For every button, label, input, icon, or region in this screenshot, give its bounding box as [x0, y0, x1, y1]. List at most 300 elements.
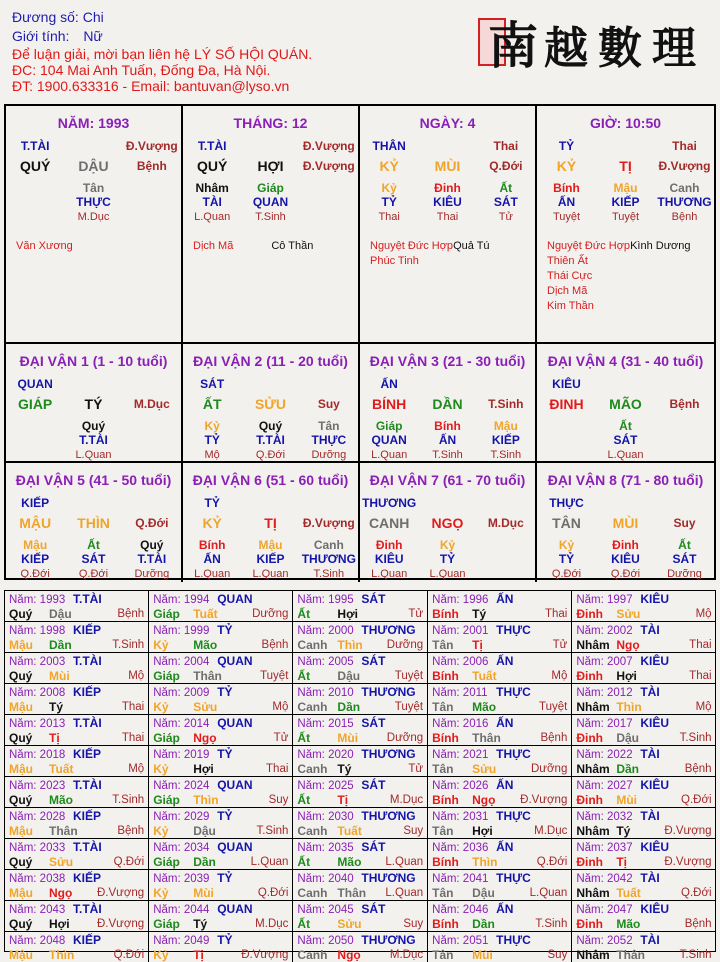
- path-line: [12, 8, 312, 27]
- year-cell[interactable]: [293, 591, 428, 622]
- year-stage: T.Sinh: [256, 825, 289, 837]
- year-cell[interactable]: [5, 622, 149, 653]
- hidden-stem: Giáp: [375, 419, 403, 433]
- hidden-ten-god: TÀI: [202, 195, 222, 209]
- year-stem-branch: [432, 855, 567, 869]
- year-label: Năm: 2044: [153, 904, 210, 916]
- year-cell[interactable]: [293, 622, 428, 653]
- ten-god-row: [183, 375, 358, 393]
- hidden-stage: Dưỡng: [667, 568, 702, 580]
- year-ten-god: T.TÀI: [73, 840, 102, 854]
- year-cell[interactable]: [572, 622, 715, 653]
- year-stage: Q.Đới: [536, 856, 568, 868]
- year-label: Năm: 1998: [9, 625, 66, 637]
- year-header: [432, 592, 567, 607]
- star-line: [547, 239, 714, 254]
- hidden-stage: L.Quan: [429, 568, 466, 580]
- year-cell[interactable]: [428, 653, 572, 684]
- year-header: [432, 840, 567, 855]
- hidden-stem: Mậu: [493, 419, 518, 433]
- year-label: Năm: 2017: [576, 718, 633, 730]
- year-stem-branch: [576, 762, 711, 776]
- year-cell[interactable]: [5, 932, 149, 962]
- year-stem: Kỷ: [153, 638, 169, 652]
- year-cell[interactable]: [149, 839, 293, 870]
- year-stem-branch: [432, 824, 567, 838]
- year-cell[interactable]: [5, 870, 149, 901]
- hidden-stage-row: [183, 209, 358, 225]
- year-stem: Canh: [297, 700, 328, 714]
- year-cell[interactable]: [572, 839, 715, 870]
- year-label: Năm: 2048: [9, 935, 66, 947]
- year-stem: Kỷ: [153, 762, 169, 776]
- hidden-stage: Q.Đới: [255, 449, 286, 461]
- ten-god: THƯƠNG: [362, 496, 417, 510]
- hidden-stem: Kỷ: [204, 419, 220, 433]
- year-stem-branch: [432, 638, 567, 652]
- year-stem: Canh: [297, 638, 328, 652]
- ten-god-state: [123, 375, 181, 393]
- year-stage: Bệnh: [261, 639, 289, 651]
- year-cell[interactable]: [572, 901, 715, 932]
- gender-value: Nữ: [83, 28, 103, 44]
- hidden-stem: Đinh: [434, 181, 461, 195]
- hidden-stage: L.Quan: [371, 449, 408, 461]
- year-branch: Tuất: [337, 824, 362, 838]
- year-branch: Hợi: [193, 762, 214, 776]
- star-name: Dịch Mã: [193, 240, 234, 252]
- hidden-stage-row: [360, 447, 535, 463]
- year-stem: Đinh: [576, 669, 604, 683]
- year-cell[interactable]: [428, 622, 572, 653]
- year-ten-god: KIẾP: [73, 809, 102, 823]
- year-stem: Nhâm: [576, 700, 610, 714]
- hidden-stem: Ất: [87, 538, 100, 552]
- year-header: [297, 778, 423, 793]
- ten-god-state: Thai: [493, 139, 519, 153]
- year-stem-branch: [9, 607, 144, 621]
- year-label: Năm: 2020: [297, 749, 354, 761]
- star-name: Quả Tú: [453, 240, 490, 252]
- heavenly-stem: ẤT: [202, 396, 222, 412]
- year-cell[interactable]: [149, 715, 293, 746]
- year-stem: Mậu: [9, 886, 33, 900]
- year-header: [297, 685, 423, 700]
- year-label: Năm: 2030: [297, 811, 354, 823]
- year-ten-god: SÁT: [361, 840, 386, 854]
- hidden-stem: Ất: [619, 419, 632, 433]
- year-cell[interactable]: [5, 901, 149, 932]
- star-name: Nguyệt Đức Hợp: [547, 240, 631, 252]
- hidden-ten-god-row: [183, 195, 358, 209]
- hidden-stem: [300, 181, 358, 195]
- year-cell[interactable]: [428, 746, 572, 777]
- year-branch: Tị: [472, 638, 483, 652]
- ten-god-row: [360, 137, 535, 155]
- year-cell[interactable]: [149, 932, 293, 962]
- hidden-stage-row: [6, 209, 181, 225]
- year-label: Năm: 2004: [153, 656, 210, 668]
- cell-title: ĐẠI VẬN 5 (41 - 50 tuổi): [15, 472, 172, 488]
- year-stem: Kỷ: [153, 824, 169, 838]
- earthly-branch: MÙI: [612, 515, 639, 531]
- year-stem-branch: [9, 824, 144, 838]
- year-stem-branch: [432, 762, 567, 776]
- year-stem: Kỷ: [153, 886, 169, 900]
- year-header: [432, 716, 567, 731]
- hidden-stem-row: [6, 538, 181, 552]
- four-pillars-grid: [4, 104, 716, 580]
- year-header: [576, 840, 711, 855]
- hidden-ten-god: KIÊU: [611, 552, 640, 566]
- year-stem: Mậu: [9, 762, 33, 776]
- cell-title: NGÀY: 4: [419, 115, 476, 131]
- year-header: [9, 747, 144, 762]
- year-label: Năm: 2040: [297, 873, 354, 885]
- year-ten-god: TỶ: [217, 809, 233, 823]
- stem-branch-row: [183, 512, 358, 534]
- hidden-ten-god: [6, 195, 64, 209]
- year-cell[interactable]: [572, 777, 715, 808]
- year-stem-branch: [153, 700, 288, 714]
- cell-title: ĐẠI VẬN 3 (21 - 30 tuổi): [369, 353, 526, 369]
- year-ten-god: ẤN: [496, 716, 514, 730]
- year-branch: Sửu: [49, 855, 74, 869]
- hidden-stem: Kỷ: [558, 538, 575, 552]
- year-header: [297, 716, 423, 731]
- year-header: [432, 902, 567, 917]
- year-ten-god: QUAN: [217, 592, 253, 606]
- year-ten-god: THỰC: [496, 871, 531, 885]
- year-cell[interactable]: [428, 684, 572, 715]
- year-cell[interactable]: [572, 746, 715, 777]
- ten-god: KIẾP: [21, 496, 50, 510]
- year-cell[interactable]: [293, 684, 428, 715]
- year-cell[interactable]: [293, 901, 428, 932]
- hidden-stem: Ất: [678, 538, 691, 552]
- heavenly-stem: MẬU: [19, 515, 52, 531]
- year-cell[interactable]: [428, 715, 572, 746]
- ten-god: TỶ: [204, 496, 220, 510]
- hidden-ten-god: [477, 552, 535, 566]
- year-cell[interactable]: [5, 684, 149, 715]
- year-label: Năm: 2000: [297, 625, 354, 637]
- year-branch: Tuất: [193, 607, 218, 621]
- ten-god-state: Thai: [672, 139, 697, 153]
- year-cell[interactable]: [149, 622, 293, 653]
- year-ten-god: T.TÀI: [73, 716, 102, 730]
- year-cell[interactable]: [5, 777, 149, 808]
- year-header: [297, 933, 423, 948]
- year-cell[interactable]: [149, 777, 293, 808]
- hidden-ten-god-row: [6, 552, 181, 566]
- year-stem: Giáp: [153, 607, 180, 621]
- year-ten-god: QUAN: [217, 902, 253, 916]
- year-branch: Dậu: [337, 669, 361, 683]
- year-header: [576, 778, 711, 793]
- hidden-stage: Thai: [378, 211, 400, 223]
- year-cell[interactable]: [293, 653, 428, 684]
- star-name: Dịch Mã: [547, 285, 588, 297]
- hidden-stem: Bính: [198, 538, 226, 552]
- star-line: [16, 239, 181, 254]
- year-stem: Giáp: [153, 731, 180, 745]
- year-branch: Tị: [616, 855, 628, 869]
- ten-god-row: [360, 494, 535, 512]
- year-ten-god: THƯƠNG: [361, 685, 416, 699]
- hidden-stem: Quý: [258, 419, 283, 433]
- hidden-ten-god: SÁT: [613, 433, 638, 447]
- hidden-stage: Tử: [498, 211, 513, 223]
- year-stage: Mộ: [551, 670, 568, 682]
- year-cell[interactable]: [428, 901, 572, 932]
- heavenly-stem: QUÝ: [19, 158, 51, 174]
- year-stem: Kỷ: [153, 700, 169, 714]
- year-ten-god: KIẾP: [73, 685, 102, 699]
- year-header: [153, 623, 288, 638]
- year-stage: Dưỡng: [531, 763, 568, 775]
- star-line: [547, 284, 714, 299]
- year-label: Năm: 2050: [297, 935, 354, 947]
- year-cell[interactable]: [293, 808, 428, 839]
- year-stem-branch: [432, 793, 567, 807]
- special-stars: [537, 239, 714, 314]
- year-cell[interactable]: [572, 684, 715, 715]
- year-label: Năm: 2007: [576, 656, 633, 668]
- year-ten-god: TỶ: [217, 747, 233, 761]
- year-header: [576, 933, 711, 948]
- year-stem-branch: [153, 855, 288, 869]
- growth-stage: Suy: [317, 397, 340, 411]
- dai-van-cell: [537, 344, 714, 463]
- year-cell[interactable]: [5, 653, 149, 684]
- year-branch: Tý: [616, 824, 631, 838]
- hidden-ten-god: KIẾP: [611, 195, 640, 209]
- year-ten-god: T.TÀI: [73, 654, 102, 668]
- year-stage: Tuyệt: [394, 670, 424, 682]
- year-cell[interactable]: [428, 777, 572, 808]
- year-header: [9, 592, 144, 607]
- year-stem-branch: [153, 824, 288, 838]
- year-cell[interactable]: [572, 591, 715, 622]
- hidden-stem: Canh: [669, 181, 700, 195]
- year-stage: Bệnh: [684, 763, 712, 775]
- year-stem-branch: [153, 731, 288, 745]
- year-stage: M.Dục: [389, 794, 424, 806]
- year-stem-branch: [432, 607, 567, 621]
- year-cell[interactable]: [293, 932, 428, 962]
- year-stem: Nhâm: [576, 886, 610, 900]
- hidden-stem-row: [360, 538, 535, 552]
- year-cell[interactable]: [149, 684, 293, 715]
- year-cell[interactable]: [572, 653, 715, 684]
- year-label: Năm: 2028: [9, 811, 66, 823]
- year-header: [576, 654, 711, 669]
- hidden-ten-god: T.TÀI: [137, 552, 167, 566]
- star-name: Kim Thần: [547, 300, 594, 312]
- year-cell[interactable]: [428, 839, 572, 870]
- year-cell[interactable]: [149, 591, 293, 622]
- cell-title: ĐẠI VẬN 4 (31 - 40 tuổi): [547, 353, 704, 369]
- year-ten-god: THƯƠNG: [361, 623, 416, 637]
- year-ten-god: KIÊU: [640, 840, 670, 854]
- hidden-ten-god-row: [6, 433, 181, 447]
- year-stem-branch: [432, 886, 567, 900]
- year-stem: Quý: [9, 917, 33, 931]
- stem-branch-row: [537, 512, 714, 534]
- hidden-stem-row: [183, 419, 358, 433]
- stem-branch-row: [537, 155, 714, 177]
- hidden-stem: Quý: [81, 419, 106, 433]
- year-stem-branch: [432, 731, 567, 745]
- spacer: [64, 375, 122, 393]
- ten-god-row: [6, 137, 181, 155]
- year-cell[interactable]: [149, 901, 293, 932]
- hidden-ten-god: [6, 433, 64, 447]
- year-cell[interactable]: [293, 777, 428, 808]
- year-cell[interactable]: [293, 746, 428, 777]
- year-stem: Đinh: [576, 793, 604, 807]
- hidden-stem: Mậu: [23, 538, 48, 552]
- hidden-ten-god: [655, 433, 714, 447]
- year-cell[interactable]: [572, 932, 715, 962]
- year-stem: Giáp: [153, 793, 180, 807]
- hidden-stage: L.Quan: [607, 449, 644, 461]
- year-ten-god: THỰC: [496, 685, 531, 699]
- year-ten-god: KIÊU: [640, 654, 670, 668]
- year-header: [153, 654, 288, 669]
- year-stem: Bính: [432, 731, 459, 745]
- logo-seal-char: 南: [488, 16, 538, 75]
- year-ten-god: TÀI: [640, 747, 660, 761]
- hidden-stage: Q.Đới: [78, 568, 109, 580]
- stem-branch-row: [6, 155, 181, 177]
- year-cell[interactable]: [149, 653, 293, 684]
- year-cell[interactable]: [5, 839, 149, 870]
- ten-god-row: [537, 494, 714, 512]
- year-stage: Q.Đới: [681, 794, 712, 806]
- spacer: [64, 494, 122, 512]
- hidden-stem-row: [183, 181, 358, 195]
- year-branch: Thân: [337, 886, 367, 900]
- year-stem-branch: [576, 886, 711, 900]
- earthly-branch: DẦN: [432, 396, 463, 412]
- year-stem-branch: [153, 669, 288, 683]
- year-label: Năm: 2026: [432, 780, 489, 792]
- star-name: Thiên Ất: [547, 255, 588, 267]
- year-cell[interactable]: [5, 746, 149, 777]
- year-cell[interactable]: [149, 746, 293, 777]
- year-header: [153, 778, 288, 793]
- hidden-ten-god: T.TÀI: [256, 433, 285, 447]
- year-cell[interactable]: [5, 808, 149, 839]
- hidden-stem: Quý: [140, 538, 164, 552]
- year-ten-god: KIẾP: [73, 933, 102, 947]
- year-header: [297, 840, 423, 855]
- hidden-stem-row: [183, 538, 358, 552]
- hidden-ten-god: QUAN: [371, 433, 407, 447]
- year-header: [9, 778, 144, 793]
- year-stage: Tuyệt: [394, 701, 424, 713]
- year-cell[interactable]: [428, 808, 572, 839]
- year-header: [432, 654, 567, 669]
- year-ten-god: KIẾP: [73, 871, 102, 885]
- year-ten-god: ẤN: [496, 654, 514, 668]
- growth-stage: T.Sinh: [488, 397, 524, 411]
- year-branch: Sửu: [193, 700, 218, 714]
- year-branch: Ngọ: [337, 948, 361, 962]
- year-stem-branch: [153, 638, 288, 652]
- year-cell[interactable]: [572, 870, 715, 901]
- earthly-branch: MÙI: [434, 158, 461, 174]
- year-header: [9, 809, 144, 824]
- year-stem: Tân: [432, 700, 454, 714]
- year-cell[interactable]: [428, 932, 572, 962]
- year-cell[interactable]: [572, 808, 715, 839]
- year-stem: Kỷ: [153, 948, 169, 962]
- ten-god-row: [6, 494, 181, 512]
- year-stem-branch: [576, 824, 711, 838]
- year-cell[interactable]: [428, 591, 572, 622]
- year-header: [9, 685, 144, 700]
- hidden-ten-god: KIÊU: [433, 195, 462, 209]
- year-stem-branch: [576, 917, 711, 931]
- year-cell[interactable]: [5, 715, 149, 746]
- year-stage: L.Quan: [529, 887, 568, 899]
- hidden-stage: L.Quan: [75, 449, 112, 461]
- year-branch: Mùi: [616, 793, 638, 807]
- gender-line: [12, 27, 312, 46]
- hidden-stage: [6, 447, 64, 463]
- year-cell[interactable]: [293, 715, 428, 746]
- hidden-stage-row: [360, 566, 535, 582]
- year-header: [432, 747, 567, 762]
- year-cell[interactable]: [149, 808, 293, 839]
- hidden-stage: Tuyệt: [552, 211, 581, 223]
- year-header: [297, 592, 423, 607]
- year-stage: Thai: [266, 763, 289, 775]
- year-stem: Tân: [432, 638, 454, 652]
- chart-header: [12, 8, 312, 94]
- earthly-branch: TÝ: [84, 396, 103, 412]
- year-stage: Mộ: [695, 701, 712, 713]
- pillar-cell: [360, 106, 537, 344]
- year-stem-branch: [9, 700, 144, 714]
- year-label: Năm: 2001: [432, 625, 489, 637]
- year-label: Năm: 2046: [432, 904, 489, 916]
- year-cell[interactable]: [572, 715, 715, 746]
- year-branch: Mùi: [337, 731, 359, 745]
- year-header: [297, 809, 423, 824]
- year-ten-god: THỰC: [496, 809, 531, 823]
- year-ten-god: TÀI: [640, 871, 660, 885]
- year-cell[interactable]: [428, 870, 572, 901]
- year-branch: Thìn: [616, 700, 642, 714]
- year-ten-god: TÀI: [640, 933, 660, 947]
- year-cell[interactable]: [293, 870, 428, 901]
- growth-stage: Đ.Vượng: [658, 159, 711, 173]
- year-header: [153, 716, 288, 731]
- year-stem: Quý: [9, 793, 33, 807]
- logo-text: 越數理: [544, 23, 706, 74]
- year-ten-god: ẤN: [496, 778, 514, 792]
- year-cell[interactable]: [149, 870, 293, 901]
- year-branch: Thìn: [337, 638, 363, 652]
- year-cell[interactable]: [5, 591, 149, 622]
- year-branch: Dần: [49, 638, 72, 652]
- year-stem-branch: [576, 638, 711, 652]
- year-cell[interactable]: [293, 839, 428, 870]
